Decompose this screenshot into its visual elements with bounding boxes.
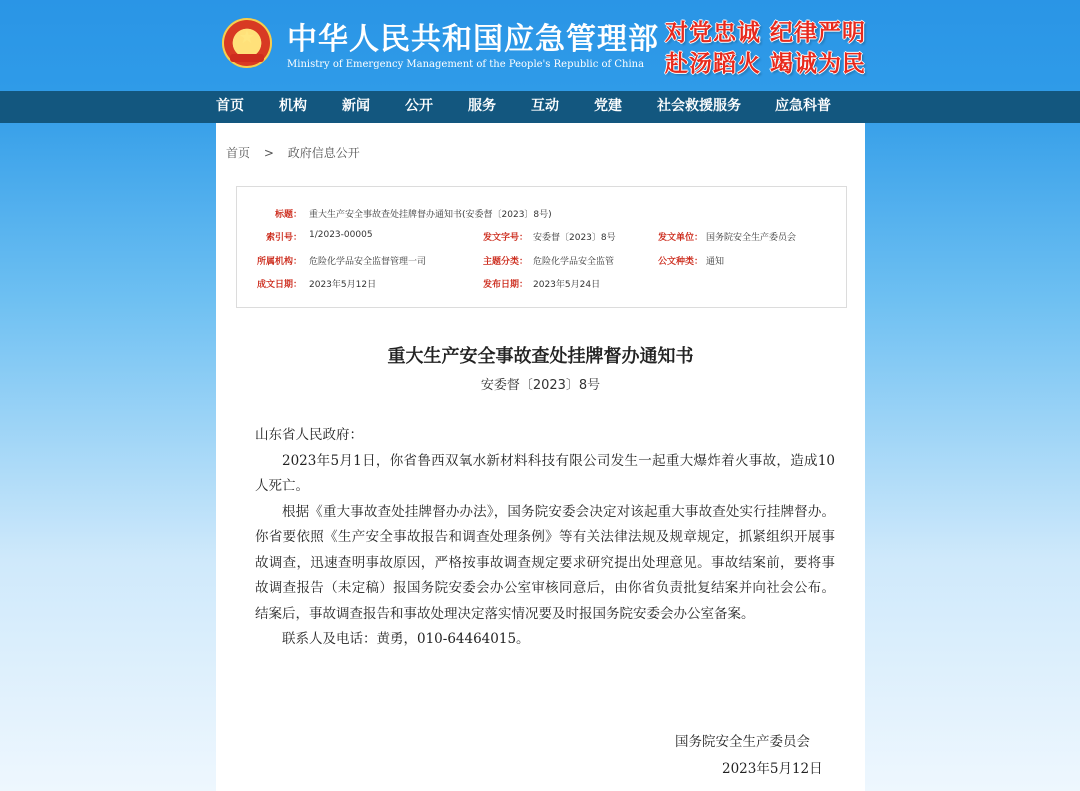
breadcrumb-separator: >	[263, 146, 274, 160]
meta-index-label: 索引号：	[265, 233, 302, 243]
breadcrumb-current[interactable]: 政府信息公开	[287, 146, 360, 160]
nav-item-party[interactable]: 党建	[594, 98, 622, 114]
meta-type-label: 公文种类：	[657, 257, 703, 267]
meta-issuer-value: 国务院安全生产委员会	[706, 233, 797, 243]
meta-doc-no-label: 发文字号：	[482, 233, 528, 243]
signature-date: 2023年5月12日	[722, 761, 823, 777]
meta-index-value: 1/2023-00005	[309, 230, 373, 240]
nav-item-interaction[interactable]: 互动	[531, 98, 559, 114]
meta-created-label: 成文日期：	[256, 280, 302, 290]
meta-doc-no-value: 安委督〔2023〕8号	[533, 233, 616, 243]
meta-topic-value: 危险化学品安全监管	[533, 257, 615, 267]
meta-published-label: 发布日期：	[482, 280, 528, 290]
meta-published-value: 2023年5月24日	[533, 280, 601, 290]
signature-org: 国务院安全生产委员会	[675, 734, 810, 750]
meta-title-value: 重大生产安全事故查处挂牌督办通知书(安委督〔2023〕8号)	[309, 210, 552, 220]
meta-org-label: 所属机构：	[256, 257, 302, 267]
contact-line: 联系人及电话：黄勇，010-64464015。	[282, 631, 530, 647]
meta-issuer-label: 发文单位：	[657, 233, 703, 243]
nav-item-disclosure[interactable]: 公开	[405, 98, 433, 114]
site-title[interactable]: 中华人民共和国应急管理部	[287, 22, 659, 57]
slogan-line-1: 对党忠诚 纪律严明	[665, 19, 867, 46]
breadcrumb-home[interactable]: 首页	[226, 146, 251, 160]
nav-item-news[interactable]: 新闻	[342, 98, 370, 114]
paragraph-1: 2023年5月1日，你省鲁西双氧水新材料科技有限公司发生一起重大爆炸着火事故，造成10人死亡。	[255, 452, 835, 494]
meta-topic-label: 主题分类：	[482, 257, 528, 267]
document-number: 安委督〔2023〕8号	[480, 378, 601, 393]
main-nav	[0, 91, 1080, 123]
meta-org-value: 危险化学品安全监督管理一司	[309, 257, 427, 267]
slogan-line-2: 赴汤蹈火 竭诚为民	[665, 50, 867, 77]
meta-type-value: 通知	[706, 257, 725, 267]
nav-item-services[interactable]: 服务	[468, 98, 496, 114]
document-body	[255, 423, 835, 653]
salutation: 山东省人民政府：	[255, 427, 363, 443]
nav-item-science[interactable]: 应急科普	[775, 98, 831, 114]
nav-item-organization[interactable]: 机构	[279, 98, 307, 114]
document-metadata	[236, 186, 847, 308]
nav-item-home[interactable]: 首页	[216, 98, 244, 114]
national-emblem-icon: ★	[222, 18, 272, 68]
paragraph-2: 根据《重大事故查处挂牌督办办法》，国务院安委会决定对该起重大事故查处实行挂牌督办。你省要依照《生产安全事故报告和调查处理条例》等有关法律法规及规章规定，抓紧组织开展事故调查，迅速查明事故原因，严格按事故调查规定要求研究提出处理意见。事故结案前，要将事故调查报告（未定稿）报国务院安委会办公室审核同意后，由你省负责批复结案并向社会公布。结案后，事故调查报告和事故处理决定落实情况要及时报国务院安委会办公室备案。	[255, 503, 835, 622]
site-header	[0, 0, 1080, 91]
meta-created-value: 2023年5月12日	[309, 280, 377, 290]
meta-title-label: 标题：	[274, 210, 302, 220]
breadcrumb	[226, 144, 370, 161]
nav-item-social-rescue[interactable]: 社会救援服务	[657, 98, 741, 114]
document-title: 重大生产安全事故查处挂牌督办通知书	[387, 346, 694, 367]
site-subtitle: Ministry of Emergency Management of the People's Republic of China	[287, 59, 645, 70]
